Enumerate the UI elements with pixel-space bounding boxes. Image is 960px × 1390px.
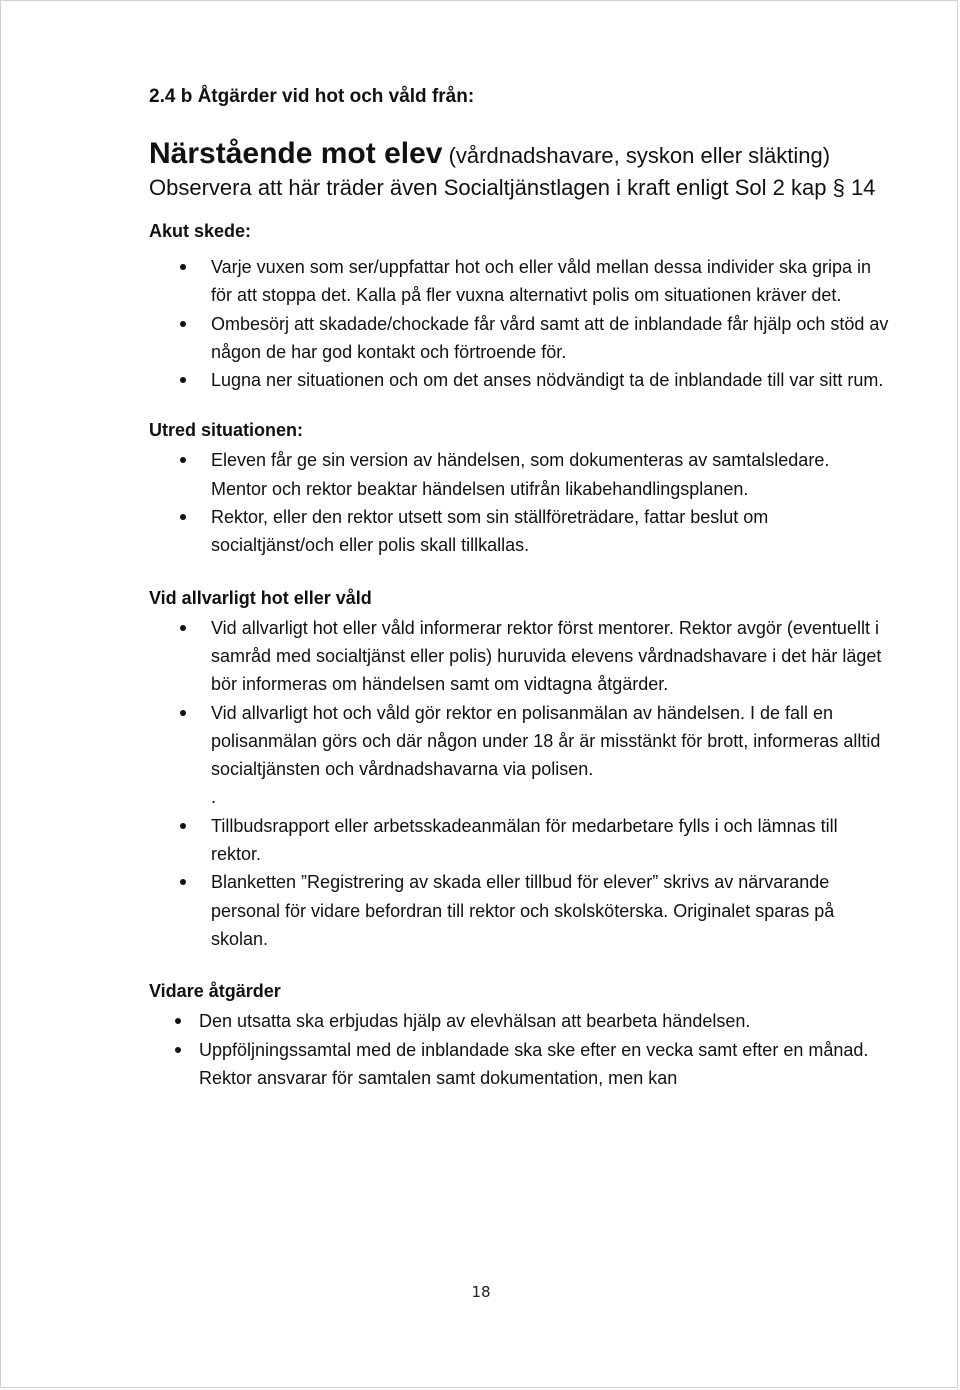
investigate-heading: Utred situationen: [149, 420, 304, 441]
bullet-icon [175, 1047, 181, 1053]
list-item: Den utsatta ska erbjudas hjälp av elevhälsan att bearbeta händelsen. [149, 1007, 889, 1035]
list-item: Tillbudsrapport eller arbetsskadeanmälan för medarbetare fylls i och lämnas till rektor. [149, 812, 889, 869]
page-number: 18 [471, 1283, 491, 1301]
serious-list [149, 614, 889, 954]
list-item: Ombesörj att skadade/chockade får vård samt att de inblandade får hjälp och stöd av någon de har god kontakt och förtroende för. [149, 310, 889, 367]
investigate-list [149, 446, 889, 559]
list-item: Lugna ner situationen och om det anses nödvändigt ta de inblandade till var sitt rum. [149, 366, 889, 394]
bullet-icon [180, 377, 186, 383]
title-rest: (vårdnadshavare, syskon eller släkting) Observera att här träder även Socialtjänstlagen i kraft enligt Sol 2 kap § 14 [149, 143, 876, 200]
list-item: Blanketten ”Registrering av skada eller tillbud för elever” skrivs av närvarande personal för vidare befordran till rektor och skolsköterska. Originalet sparas på skolan. [149, 868, 889, 953]
list-item: Varje vuxen som ser/uppfattar hot och eller våld mellan dessa individer ska gripa in för att stoppa det. Kalla på fler vuxna alternativt polis om situationen kräver det. [149, 253, 889, 310]
bullet-icon [180, 823, 186, 829]
bullet-icon [175, 1018, 181, 1024]
bullet-icon [180, 710, 186, 716]
serious-heading: Vid allvarligt hot eller våld [149, 587, 372, 608]
bullet-icon [180, 457, 186, 463]
list-item: Vid allvarligt hot och våld gör rektor en polisanmälan av händelsen. I de fall en polisanmälan görs och där någon under 18 år är misstänkt för brott, informeras alltid socialtjänsten och vårdnadshavarna via polisen. [149, 699, 889, 784]
page-title [149, 138, 889, 204]
list-item: Vid allvarligt hot eller våld informerar rektor först mentorer. Rektor avgör (eventuellt i samråd med socialtjänst eller polis) huruvida elevens vårdnadshavare i det här läget bör informeras om händelsen samt om vidtagna åtgärder. [149, 614, 889, 699]
bullet-icon [180, 264, 186, 270]
acute-list [149, 253, 889, 394]
list-item: Uppföljningssamtal med de inblandade ska ske efter en vecka samt efter en månad. Rektor ansvarar för samtalen samt dokumentation, men kan [149, 1036, 889, 1093]
list-item: Rektor, eller den rektor utsett som sin ställföreträdare, fattar beslut om socialtjänst/och eller polis skall tillkallas. [149, 503, 889, 560]
bullet-icon [180, 514, 186, 520]
page-content [149, 83, 889, 1092]
bullet-icon [180, 879, 186, 885]
acute-heading: Akut skede: [149, 221, 252, 241]
further-list [149, 1007, 889, 1092]
bullet-icon [180, 625, 186, 631]
section-number-heading: 2.4 b Åtgärder vid hot och våld från: [149, 86, 475, 107]
further-heading: Vidare åtgärder [149, 981, 281, 1002]
list-item: Eleven får ge sin version av händelsen, som dokumenteras av samtalsledare. Mentor och rektor beaktar händelsen utifrån likabehandlingsplanen. [149, 446, 889, 503]
list-item: . [211, 787, 217, 808]
title-bold: Närstående mot elev [149, 137, 443, 170]
bullet-icon [180, 321, 186, 327]
